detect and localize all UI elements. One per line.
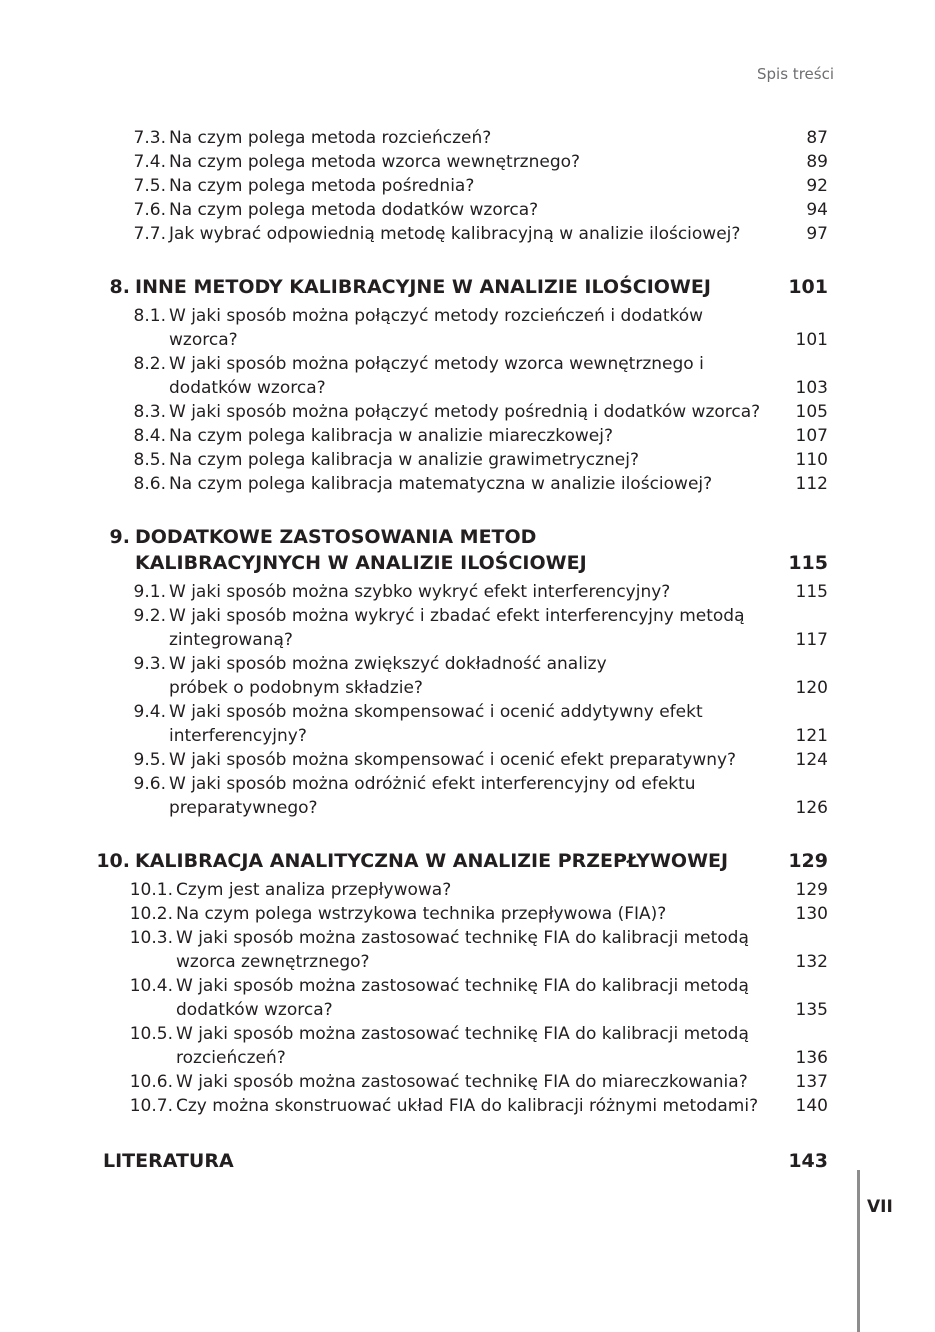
entry-title: W jaki sposób można zastosować technikę FIA do miareczkowania? bbox=[176, 1072, 748, 1092]
toc-entry[interactable] bbox=[0, 1094, 935, 1118]
entry-number: 8.4. bbox=[133, 426, 166, 446]
entry-title: Na czym polega wstrzykowa technika przepływowa (FIA)? bbox=[176, 904, 667, 924]
entry-number: 10.2. bbox=[129, 904, 173, 924]
table-of-contents bbox=[0, 126, 935, 1174]
toc-entry[interactable] bbox=[0, 772, 935, 820]
toc-entry[interactable] bbox=[0, 748, 935, 772]
toc-chapter-8[interactable] bbox=[0, 274, 935, 300]
entry-title: W jaki sposób można odróżnić efekt interferencyjny od efektu preparatywnego? bbox=[169, 774, 696, 818]
entry-title: Czym jest analiza przepływowa? bbox=[176, 880, 452, 900]
entry-page: 129 bbox=[795, 880, 828, 900]
entry-number: 10.5. bbox=[129, 1024, 173, 1044]
entry-number: 8.5. bbox=[133, 450, 166, 470]
chapter-page: 143 bbox=[788, 1150, 828, 1172]
entry-title: Na czym polega metoda rozcieńczeń? bbox=[169, 128, 492, 148]
entry-title: W jaki sposób można połączyć metody rozcieńczeń i dodatków wzorca? bbox=[169, 306, 704, 350]
toc-entry[interactable] bbox=[0, 424, 935, 448]
entry-page: 97 bbox=[806, 224, 828, 244]
entry-number: 8.3. bbox=[133, 402, 166, 422]
toc-entry[interactable] bbox=[0, 902, 935, 926]
chapter-page: 101 bbox=[788, 276, 828, 298]
entry-page: 94 bbox=[806, 200, 828, 220]
entry-number: 8.1. bbox=[133, 306, 166, 326]
entry-page: 136 bbox=[795, 1048, 828, 1068]
entry-title: Na czym polega metoda wzorca wewnętrznego? bbox=[169, 152, 581, 172]
entry-title: Na czym polega metoda pośrednia? bbox=[169, 176, 475, 196]
entry-page: 124 bbox=[795, 750, 828, 770]
entry-page: 110 bbox=[795, 450, 828, 470]
entry-number: 9.6. bbox=[133, 774, 166, 794]
entry-number: 8.2. bbox=[133, 354, 166, 374]
entry-page: 130 bbox=[795, 904, 828, 924]
entry-number: 7.5. bbox=[133, 176, 166, 196]
entry-page: 137 bbox=[795, 1072, 828, 1092]
chapter-title: KALIBRACJA ANALITYCZNA W ANALIZIE PRZEPŁYWOWEJ bbox=[135, 850, 729, 872]
entry-number: 10.1. bbox=[129, 880, 173, 900]
chapter-number: 8. bbox=[109, 276, 130, 298]
entry-page: 121 bbox=[795, 726, 828, 746]
toc-entry[interactable] bbox=[0, 304, 935, 352]
entry-number: 10.7. bbox=[129, 1096, 173, 1116]
entry-number: 7.4. bbox=[133, 152, 166, 172]
entry-title: Na czym polega kalibracja matematyczna w analizie ilościowej? bbox=[169, 474, 713, 494]
toc-entry[interactable] bbox=[0, 1022, 935, 1070]
entry-title: Czy można skonstruować układ FIA do kalibracji różnymi metodami? bbox=[176, 1096, 759, 1116]
entry-title: W jaki sposób można zwiększyć dokładność analizy próbek o podobnym składzie? bbox=[169, 654, 607, 698]
entry-title: Na czym polega kalibracja w analizie grawimetrycznej? bbox=[169, 450, 639, 470]
toc-chapter-9[interactable] bbox=[0, 524, 935, 576]
toc-literatura[interactable] bbox=[0, 1148, 935, 1174]
entry-number: 9.4. bbox=[133, 702, 166, 722]
toc-entry[interactable] bbox=[0, 126, 935, 150]
entry-page: 101 bbox=[795, 330, 828, 350]
toc-entry[interactable] bbox=[0, 472, 935, 496]
entry-page: 135 bbox=[795, 1000, 828, 1020]
chapter-title: INNE METODY KALIBRACYJNE W ANALIZIE ILOŚCIOWEJ bbox=[135, 276, 711, 298]
toc-entry[interactable] bbox=[0, 400, 935, 424]
toc-entry[interactable] bbox=[0, 974, 935, 1022]
toc-entry[interactable] bbox=[0, 150, 935, 174]
entry-number: 9.5. bbox=[133, 750, 166, 770]
entry-page: 140 bbox=[795, 1096, 828, 1116]
toc-entry[interactable] bbox=[0, 604, 935, 652]
toc-entry[interactable] bbox=[0, 1070, 935, 1094]
entry-number: 9.3. bbox=[133, 654, 166, 674]
chapter-page: 129 bbox=[788, 850, 828, 872]
entry-title: W jaki sposób można zastosować technikę FIA do kalibracji metodą wzorca zewnętrznego? bbox=[176, 928, 749, 972]
chapter-page: 115 bbox=[788, 552, 828, 574]
entry-number: 8.6. bbox=[133, 474, 166, 494]
entry-page: 107 bbox=[795, 426, 828, 446]
entry-number: 7.6. bbox=[133, 200, 166, 220]
entry-page: 120 bbox=[795, 678, 828, 698]
entry-number: 10.6. bbox=[129, 1072, 173, 1092]
chapter-number: 10. bbox=[96, 850, 130, 872]
running-head: Spis treści bbox=[757, 65, 834, 83]
entry-title: W jaki sposób można skompensować i ocenić addytywny efekt interferencyjny? bbox=[169, 702, 703, 746]
entry-title: W jaki sposób można skompensować i ocenić efekt preparatywny? bbox=[169, 750, 737, 770]
toc-entry[interactable] bbox=[0, 198, 935, 222]
entry-title: Jak wybrać odpowiednią metodę kalibracyjną w analizie ilościowej? bbox=[169, 224, 741, 244]
entry-number: 9.2. bbox=[133, 606, 166, 626]
entry-title: Na czym polega kalibracja w analizie miareczkowej? bbox=[169, 426, 613, 446]
toc-entry[interactable] bbox=[0, 448, 935, 472]
toc-chapter-10[interactable] bbox=[0, 848, 935, 874]
toc-entry[interactable] bbox=[0, 700, 935, 748]
entry-page: 105 bbox=[795, 402, 828, 422]
entry-page: 89 bbox=[806, 152, 828, 172]
entry-title: W jaki sposób można połączyć metody wzorca wewnętrznego i dodatków wzorca? bbox=[169, 354, 704, 398]
toc-entry[interactable] bbox=[0, 878, 935, 902]
entry-page: 126 bbox=[795, 798, 828, 818]
page-folio: VII bbox=[867, 1197, 893, 1217]
entry-title: W jaki sposób można zastosować technikę FIA do kalibracji metodą rozcieńczeń? bbox=[176, 1024, 749, 1068]
entry-number: 10.4. bbox=[129, 976, 173, 996]
entry-number: 9.1. bbox=[133, 582, 166, 602]
entry-page: 92 bbox=[806, 176, 828, 196]
entry-page: 112 bbox=[795, 474, 828, 494]
toc-entry[interactable] bbox=[0, 652, 935, 700]
entry-number: 10.3. bbox=[129, 928, 173, 948]
entry-title: W jaki sposób można połączyć metody pośrednią i dodatków wzorca? bbox=[169, 402, 761, 422]
toc-entry[interactable] bbox=[0, 222, 935, 246]
folio-rule bbox=[857, 1170, 860, 1332]
entry-title: Na czym polega metoda dodatków wzorca? bbox=[169, 200, 539, 220]
entry-page: 87 bbox=[806, 128, 828, 148]
toc-entry[interactable] bbox=[0, 174, 935, 198]
entry-page: 132 bbox=[795, 952, 828, 972]
entry-page: 103 bbox=[795, 378, 828, 398]
chapter-title: DODATKOWE ZASTOSOWANIA METOD KALIBRACYJNYCH W ANALIZIE ILOŚCIOWEJ bbox=[135, 526, 587, 574]
entry-page: 117 bbox=[795, 630, 828, 650]
toc-entry[interactable] bbox=[0, 926, 935, 974]
entry-title: W jaki sposób można szybko wykryć efekt interferencyjny? bbox=[169, 582, 671, 602]
toc-entry[interactable] bbox=[0, 580, 935, 604]
chapter-number: 9. bbox=[109, 526, 130, 548]
toc-entry[interactable] bbox=[0, 352, 935, 400]
entry-number: 7.3. bbox=[133, 128, 166, 148]
entry-number: 7.7. bbox=[133, 224, 166, 244]
entry-title: W jaki sposób można wykryć i zbadać efekt interferencyjny metodą zintegrowaną? bbox=[169, 606, 745, 650]
entry-page: 115 bbox=[795, 582, 828, 602]
chapter-title: LITERATURA bbox=[103, 1150, 234, 1172]
entry-title: W jaki sposób można zastosować technikę FIA do kalibracji metodą dodatków wzorca? bbox=[176, 976, 749, 1020]
